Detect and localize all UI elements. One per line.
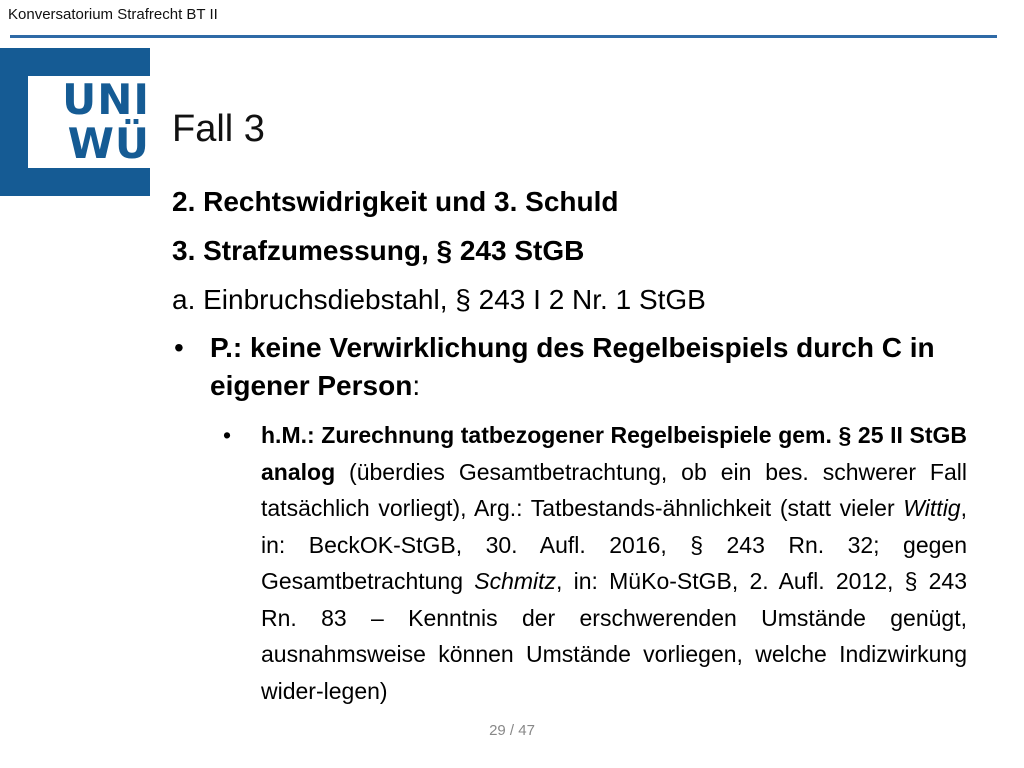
author-wittig: Wittig [903,495,961,521]
header-divider [10,35,997,38]
bullet-hm-text-3: , in: MüKo-StGB, 2. Aufl. 2012, § 243 Rn. 83 – Kenntnis der erschwerenden Umstände genügt, ausnahmsweise können Umstände vorliegen, welche Indizwirkung wider-legen) [261,568,967,704]
logo-text-line2: WÜ [67,119,150,168]
logo-text-line1: UNI [62,75,150,124]
bullet-herrschende-meinung [223,417,967,709]
logo-white-panel [28,76,150,168]
heading-strafzumessung: 3. Strafzumessung, § 243 StGB [172,235,585,266]
bullet-problem-bold: P.: keine Verwirklichung des Regelbeispiels durch C in eigener Person [210,332,935,401]
university-logo [0,48,150,196]
subheading-einbruchsdiebstahl: a. Einbruchsdiebstahl, § 243 I 2 Nr. 1 StGB [172,284,706,315]
bullet-dot: • [223,422,232,448]
header-title: Konversatorium Strafrecht BT II [8,6,218,23]
page-number: 29 / 47 [489,722,535,739]
heading-rechtswidrigkeit: 2. Rechtswidrigkeit und 3. Schuld [172,186,619,217]
bullet-hm-text-2: , in: BeckOK-StGB, 30. Aufl. 2016, § 243 Rn. 32; gegen Gesamtbetrachtung [261,495,967,594]
bullet-hm-bold: h.M.: Zurechnung tatbezogener Regelbeispiele gem. § 25 II StGB analog [261,422,967,485]
bullet-problem [172,329,967,405]
bullet-dot: • [174,332,184,363]
slide-content [172,182,967,709]
slide-title: Fall 3 [172,108,265,150]
bullet-problem-colon: : [412,370,421,401]
bullet-hm-text-1: (überdies Gesamtbetrachtung, ob ein bes. schwerer Fall tatsächlich vorliegt), Arg.: Tatbestands-ähnlichkeit (statt vieler [261,458,967,521]
author-schmitz: Schmitz [474,568,557,594]
